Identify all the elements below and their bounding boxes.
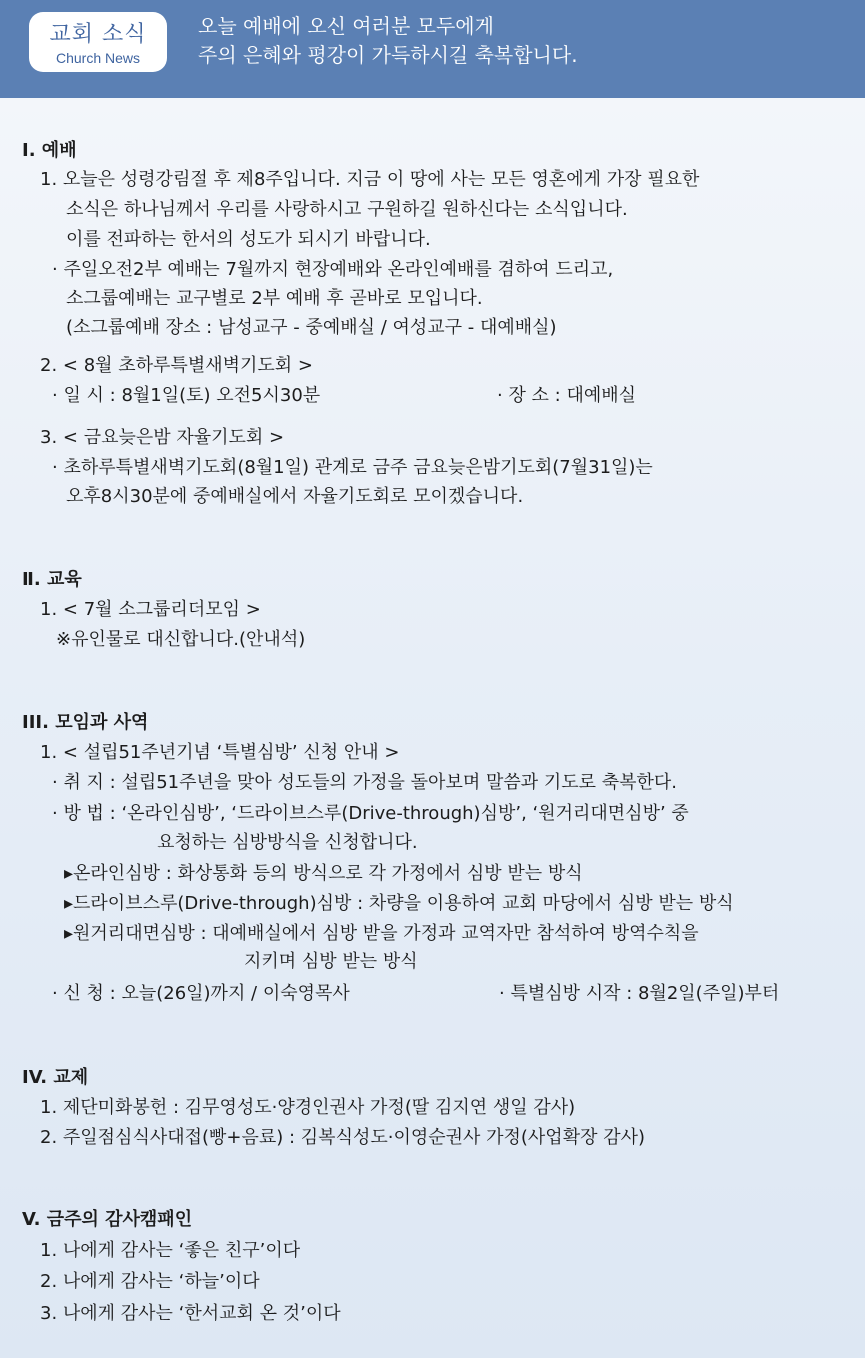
section-heading-thanks: V. 금주의 감사캠패인: [22, 1209, 193, 1230]
worship-item3-title: 3. < 금요늦은밤 자율기도회 >: [40, 427, 285, 448]
fellowship-item1: 1. 제단미화봉헌 : 김무영성도·양경인권사 가정(딸 김지연 생일 감사): [40, 1097, 576, 1118]
fellowship-item2: 2. 주일점심식사대접(빵+음료) : 김복식성도·이영순권사 가정(사업확장 감사): [40, 1127, 645, 1148]
worship-item3-line2: 오후8시30분에 중예배실에서 자율기도회로 모이겠습니다.: [66, 486, 524, 507]
worship-item2-date: · 일 시 : 8월1일(토) 오전5시30분: [52, 385, 321, 406]
thanks-item1: 1. 나에게 감사는 ‘좋은 친구’이다: [40, 1240, 301, 1261]
ministry-item1-title: 1. < 설립51주년기념 ‘특별심방’ 신청 안내 >: [40, 742, 400, 763]
section-heading-ministry: III. 모임과 사역: [22, 712, 149, 733]
worship-item1-line3: 이를 전파하는 한서의 성도가 되시기 바랍니다.: [66, 229, 431, 250]
worship-item1-bullet1: · 주일오전2부 예배는 7월까지 현장예배와 온라인예배를 겸하여 드리고,: [52, 259, 614, 280]
section-heading-education: Ⅱ. 교육: [22, 569, 82, 590]
ministry-option-remote-line2: 지키며 심방 받는 방식: [244, 951, 418, 972]
badge-title: 교회 소식: [49, 22, 147, 47]
worship-item1-bullet3: (소그룹예배 장소 : 남성교구 - 중예배실 / 여성교구 - 대예배실): [66, 317, 557, 338]
header-banner: [0, 0, 865, 98]
greeting-line-2: 주의 은혜와 평강이 가득하시길 축복합니다.: [198, 43, 578, 67]
section-heading-fellowship: IV. 교제: [22, 1067, 89, 1088]
badge-subtitle: Church News: [55, 50, 141, 66]
ministry-purpose: · 취 지 : 설립51주년을 맞아 성도들의 가정을 돌아보며 말씀과 기도로 축복한다.: [52, 772, 677, 793]
worship-item1-bullet2: 소그룹예배는 교구별로 2부 예배 후 곧바로 모입니다.: [66, 288, 483, 309]
greeting-message: [198, 12, 838, 70]
education-item1-title: 1. < 7월 소그룹리더모임 >: [40, 599, 261, 620]
worship-item1-line1: 1. 오늘은 성령강림절 후 제8주입니다. 지금 이 땅에 사는 모든 영혼에게 가장 필요한: [40, 169, 700, 190]
church-news-badge: [29, 12, 167, 72]
education-item1-note: ※유인물로 대신합니다.(안내석): [56, 629, 306, 650]
worship-item3-line1: · 초하루특별새벽기도회(8월1일) 관계로 금주 금요늦은밤기도회(7월31일)는: [52, 457, 653, 478]
ministry-apply: · 신 청 : 오늘(26일)까지 / 이숙영목사: [52, 983, 350, 1004]
greeting-line-1: 오늘 예배에 오신 여러분 모두에게: [198, 14, 494, 38]
worship-item2-title: 2. < 8월 초하루특별새벽기도회 >: [40, 355, 313, 376]
section-heading-worship: Ⅰ. 예배: [22, 140, 77, 161]
ministry-option-online: ▸온라인심방 : 화상통화 등의 방식으로 각 가정에서 심방 받는 방식: [64, 863, 583, 884]
ministry-method-line1: · 방 법 : ‘온라인심방’, ‘드라이브스루(Drive-through)심방’, ‘원거리대면심방’ 중: [52, 803, 689, 824]
ministry-option-drive-through: ▸드라이브스루(Drive-through)심방 : 차량을 이용하여 교회 마당에서 심방 받는 방식: [64, 893, 734, 914]
ministry-method-line2: 요청하는 심방방식을 신청합니다.: [157, 832, 418, 853]
thanks-item2: 2. 나에게 감사는 ‘하늘’이다: [40, 1271, 260, 1292]
worship-item2-place: · 장 소 : 대예배실: [497, 385, 637, 406]
worship-item1-line2: 소식은 하나님께서 우리를 사랑하시고 구원하길 원하신다는 소식입니다.: [66, 199, 628, 220]
thanks-item3: 3. 나에게 감사는 ‘한서교회 온 것’이다: [40, 1303, 341, 1324]
ministry-option-remote-line1: ▸원거리대면심방 : 대예배실에서 심방 받을 가정과 교역자만 참석하여 방역수칙을: [64, 923, 699, 944]
ministry-start-date: · 특별심방 시작 : 8월2일(주일)부터: [499, 983, 780, 1004]
